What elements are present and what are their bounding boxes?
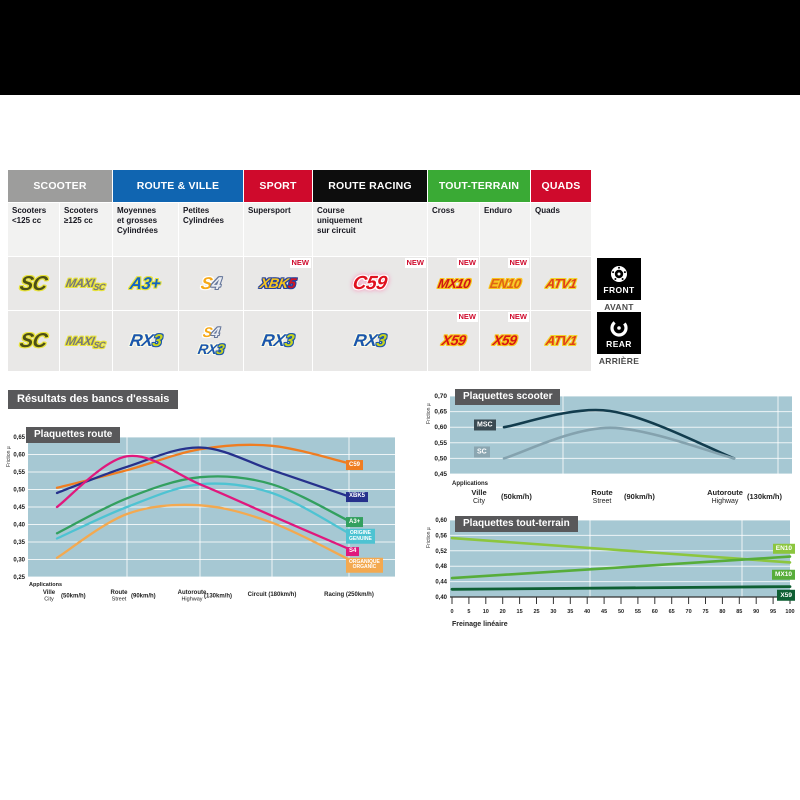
x-category-label: Racing (250km/h)	[324, 592, 374, 598]
pad-cell-front-sc	[8, 257, 59, 310]
product-logo-s4	[200, 275, 223, 293]
y-tick-label: 0,45	[434, 471, 447, 478]
category-header-quads: QUADS	[531, 170, 591, 202]
x-category-label: Circuit (180km/h)	[247, 592, 297, 598]
x-tick-label: 50	[617, 609, 625, 615]
x-tick-label: 40	[584, 609, 591, 615]
pad-cell-rear-x59	[428, 311, 479, 371]
legend-badge-line: XBK5	[349, 493, 366, 500]
pad-cell-front-c59	[313, 257, 427, 310]
y-axis-title: Friction µ	[6, 446, 12, 467]
logo-text: X59	[440, 332, 467, 348]
x-category-speed: (90km/h)	[131, 593, 156, 600]
category-header-route-ville: ROUTE & VILLE	[113, 170, 243, 202]
x-category-label-en: Street	[111, 596, 127, 603]
front-axle-indicator	[596, 258, 642, 312]
subheader-cell	[531, 203, 591, 256]
pad-cell-rear-sc	[8, 311, 59, 371]
y-tick-label: 0,55	[434, 439, 447, 447]
logo-text: RX	[260, 331, 287, 350]
product-logo-rx3	[261, 332, 296, 350]
subheader-line: Petites	[183, 206, 210, 215]
legend-badge-line: SC	[477, 448, 487, 456]
product-logo-a3plus	[129, 275, 162, 293]
logo-text: 4	[210, 273, 223, 293]
y-tick-label: 0,30	[13, 557, 25, 564]
product-category-table	[8, 170, 591, 371]
category-header-sport: SPORT	[244, 170, 312, 202]
subheader-cell	[313, 203, 427, 256]
logo-text: 3	[283, 331, 296, 350]
subheader-line: Scooters	[64, 206, 99, 215]
x-category-speed: (130km/h)	[204, 593, 233, 600]
subheader-line: Course	[317, 206, 345, 215]
pad-cell-front-xbk5	[244, 257, 312, 310]
logo-text: ATV1	[544, 275, 578, 291]
logo-text: S	[201, 323, 214, 340]
front-axle-sublabel: AVANT	[604, 302, 634, 312]
x-category-label: Autoroute	[707, 488, 743, 497]
x-tick-label: 80	[719, 609, 726, 615]
section-title: Résultats des bancs d'essais	[8, 390, 178, 409]
x-category-label: Route	[110, 590, 128, 596]
scooter-chart-title: Plaquettes scooter	[455, 389, 560, 405]
new-badge: NEW	[509, 312, 527, 321]
pad-cell-rear-maxisc	[60, 311, 112, 371]
logo-text: RX	[352, 331, 379, 350]
logo-text: MAXI	[65, 333, 96, 348]
pad-cell-front-s4	[179, 257, 243, 310]
x-category-speed: (130km/h)	[747, 492, 783, 501]
x-axis-title: Freinage linéaire	[452, 621, 508, 628]
subheader-line: Cylindrées	[117, 226, 158, 235]
subheader-line: <125 cc	[12, 216, 42, 225]
category-header-tout-terrain: TOUT-TERRAIN	[428, 170, 530, 202]
y-tick-label: 0,48	[435, 564, 447, 571]
product-logo-xbk5	[259, 276, 297, 292]
legend-badge-a3-	[346, 517, 363, 527]
rear-axle-label: REAR	[606, 338, 632, 349]
legend-badge-organique-organic	[346, 558, 383, 573]
legend-badge-x59	[777, 590, 795, 600]
legend-badge-msc	[474, 419, 496, 430]
x-tick-label: 45	[601, 609, 608, 615]
chart-plaquettes-tout-terrain	[422, 512, 800, 642]
subheader-line: Enduro	[484, 206, 512, 215]
x-tick-label: 85	[736, 609, 743, 615]
x-axis-title: Applications	[29, 582, 63, 588]
x-tick-label: 25	[533, 609, 540, 615]
new-badge: NEW	[458, 312, 476, 321]
logo-text: SC	[18, 272, 49, 295]
x-tick-label: 5	[467, 609, 471, 615]
logo-text: S	[199, 273, 214, 293]
logo-text: 5	[287, 274, 298, 291]
pad-cell-rear-x59	[480, 311, 530, 371]
subheader-line: sur circuit	[317, 226, 356, 235]
x-category-speed: (90km/h)	[624, 492, 655, 501]
logo-text: 3	[215, 340, 226, 357]
logo-text: C59	[351, 273, 389, 294]
route-chart-plot	[2, 425, 400, 617]
front-axle-box	[597, 258, 641, 300]
product-logo-sc	[18, 274, 48, 294]
y-axis-title: Friction µ	[426, 527, 432, 548]
x-category-label-en: City	[44, 596, 54, 603]
legend-badge-line: C59	[349, 461, 361, 468]
x-axis-title: Applications	[452, 481, 489, 487]
x-tick-label: 60	[651, 609, 658, 615]
logo-text: MX10	[436, 275, 471, 291]
subheader-line: uniquement	[317, 216, 363, 225]
x-category-speed: (50km/h)	[501, 492, 532, 501]
x-category-label: Autoroute	[177, 590, 207, 596]
legend-badge-line: ORGANIQUE	[349, 558, 380, 565]
x-tick-label: 15	[516, 609, 523, 615]
x-category-label-en: Street	[592, 498, 612, 505]
x-tick-label: 90	[753, 609, 760, 615]
legend-badge-origine-genuine	[346, 529, 375, 544]
x-category-label: Route	[591, 488, 613, 497]
pad-cell-rear-atv1	[531, 311, 591, 371]
legend-badge-s4	[346, 547, 359, 557]
product-logo-rx3	[128, 332, 163, 350]
x-tick-label: 95	[770, 609, 777, 615]
rear-axle-indicator	[596, 312, 642, 366]
new-badge: NEW	[291, 258, 309, 267]
pad-cell-front-a3plus	[113, 257, 178, 310]
x-category-speed: (50km/h)	[61, 593, 86, 600]
product-logo-rx3	[197, 342, 226, 358]
new-badge: NEW	[509, 258, 527, 267]
logo-text: A3+	[128, 273, 163, 293]
legend-badge-line: EN10	[775, 545, 792, 553]
brake-disc-front-icon	[609, 264, 629, 284]
product-logo-s4	[202, 325, 221, 341]
legend-badge-line: X59	[780, 591, 792, 599]
pad-cell-rear-rx3	[244, 311, 312, 371]
y-tick-label: 0,65	[434, 408, 447, 416]
y-tick-label: 0,70	[434, 393, 447, 400]
subheader-line: Supersport	[248, 206, 291, 215]
pad-cell-front-mx10	[428, 257, 479, 310]
category-header-route-racing: ROUTE RACING	[313, 170, 427, 202]
y-axis-title: Friction µ	[426, 403, 432, 424]
legend-badge-line: MSC	[477, 420, 493, 428]
y-tick-label: 0,60	[435, 518, 447, 524]
legend-badge-mx10	[772, 569, 795, 579]
new-badge: NEW	[458, 258, 476, 267]
front-axle-label: FRONT	[603, 284, 635, 295]
x-category-label-en: Highway	[181, 596, 203, 603]
x-tick-label: 100	[785, 609, 795, 615]
y-tick-label: 0,50	[13, 487, 25, 494]
product-logo-atv1	[544, 333, 577, 349]
x-tick-label: 20	[499, 609, 506, 615]
x-tick-label: 65	[668, 609, 675, 615]
pad-cell-front-en10	[480, 257, 530, 310]
logo-text: 4	[210, 323, 221, 340]
logo-text: EN10	[488, 275, 522, 291]
letterbox-band-top	[0, 0, 800, 95]
subheader-cell	[113, 203, 178, 256]
subheader-cell	[60, 203, 112, 256]
product-logo-rx3	[353, 332, 388, 350]
x-category-label-en: Highway	[711, 498, 739, 505]
legend-badge-xbk5	[346, 492, 368, 502]
category-header-scooter: SCOOTER	[8, 170, 112, 202]
brake-disc-rear-icon	[609, 318, 629, 338]
product-logo-maxisc	[65, 333, 108, 350]
y-tick-label: 0,60	[434, 424, 447, 432]
logo-text: SC	[92, 282, 107, 292]
legend-badge-line: MX10	[775, 570, 792, 578]
y-tick-label: 0,25	[13, 575, 25, 581]
legend-badge-line: ORIGINE	[349, 529, 371, 536]
legend-badge-line: A3+	[349, 518, 361, 525]
logo-text: X59	[492, 332, 519, 348]
chart-plaquettes-route	[2, 425, 400, 617]
logo-text: 3	[375, 331, 388, 350]
pad-cell-rear-rx3	[313, 311, 427, 371]
product-logo-stack	[198, 325, 224, 358]
subheader-cell	[8, 203, 59, 256]
product-logo-mx10	[436, 276, 471, 292]
legend-badge-line: ORGANIC	[352, 564, 377, 571]
y-tick-label: 0,35	[13, 540, 25, 546]
subheader-line: Moyennes	[117, 206, 157, 215]
x-tick-label: 35	[567, 609, 574, 615]
subheader-line: ≥125 cc	[64, 216, 93, 225]
route-chart-title: Plaquettes route	[26, 427, 120, 443]
x-tick-label: 30	[550, 609, 557, 615]
x-tick-label: 70	[685, 609, 692, 615]
logo-text: RX	[128, 331, 155, 350]
y-tick-label: 0,44	[435, 579, 447, 586]
y-tick-label: 0,56	[435, 533, 447, 540]
y-tick-label: 0,60	[13, 452, 25, 459]
x-category-label-en: City	[472, 498, 486, 505]
subheader-line: Cross	[432, 206, 455, 215]
y-tick-label: 0,40	[13, 522, 25, 529]
pad-cell-front-atv1	[531, 257, 591, 310]
x-category-label: Ville	[471, 488, 487, 497]
legend-badge-line: S4	[349, 548, 357, 555]
y-tick-label: 0,50	[434, 455, 447, 463]
y-tick-label: 0,55	[13, 470, 25, 476]
legend-badge-sc	[474, 447, 490, 458]
pad-cell-rear-rx3	[113, 311, 178, 371]
subheader-cell	[179, 203, 243, 256]
logo-text: XBK	[259, 274, 290, 291]
product-logo-atv1	[544, 276, 577, 292]
tout-terrain-chart-title: Plaquettes tout-terrain	[455, 516, 578, 532]
logo-text: RX	[196, 340, 219, 357]
product-logo-maxisc	[65, 275, 108, 292]
logo-text: ATV1	[544, 333, 578, 348]
plot-background	[450, 396, 792, 474]
legend-badge-line: GENUINE	[349, 535, 372, 542]
y-tick-label: 0,65	[13, 435, 25, 441]
subheader-cell	[428, 203, 479, 256]
new-badge: NEW	[406, 258, 424, 267]
product-logo-c59	[352, 274, 389, 293]
product-logo-x59	[440, 333, 466, 349]
product-logo-sc	[18, 331, 48, 351]
y-tick-label: 0,52	[435, 548, 447, 555]
pad-cell-rear-s4rx3	[179, 311, 243, 371]
subheader-line: et grosses	[117, 216, 158, 225]
legend-badge-c59	[346, 460, 363, 470]
product-logo-en10	[488, 276, 521, 292]
rear-axle-box	[597, 312, 641, 354]
subheader-line: Cylindrées	[183, 216, 224, 225]
logo-text: SC	[18, 330, 49, 352]
logo-text: 3	[150, 331, 164, 350]
legend-badge-en10	[773, 544, 795, 554]
x-category-label: Ville	[42, 590, 56, 596]
x-tick-label: 0	[450, 609, 454, 615]
subheader-cell	[480, 203, 530, 256]
x-tick-label: 75	[702, 609, 709, 615]
subheader-line: Scooters	[12, 206, 47, 215]
y-tick-label: 0,45	[13, 505, 25, 511]
subheader-line: Quads	[535, 206, 560, 215]
pad-cell-front-maxisc	[60, 257, 112, 310]
x-tick-label: 10	[482, 609, 489, 615]
product-logo-x59	[492, 333, 518, 349]
rear-axle-sublabel: ARRIÈRE	[598, 356, 640, 366]
y-tick-label: 0,40	[435, 595, 447, 601]
x-tick-label: 55	[634, 609, 641, 615]
logo-text: SC	[92, 339, 107, 350]
chart-plaquettes-scooter	[422, 386, 800, 510]
logo-text: MAXI	[65, 276, 96, 290]
subheader-cell	[244, 203, 312, 256]
